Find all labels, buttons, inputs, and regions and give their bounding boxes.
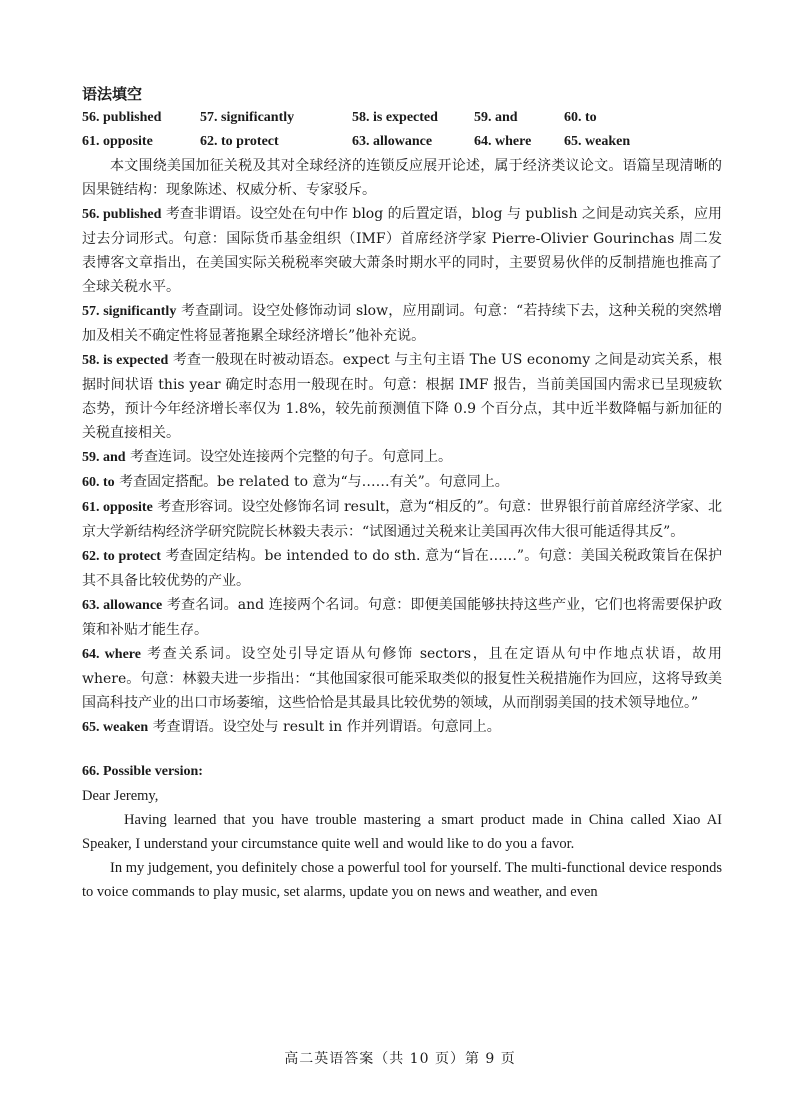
answer-row <box>82 106 722 130</box>
answer-key <box>82 106 722 154</box>
explanation-answer: 64. where <box>82 647 141 662</box>
explanation-list <box>82 202 722 740</box>
explanation-answer: 62. to protect <box>82 549 161 564</box>
section-title: 语法填空 <box>82 85 143 103</box>
explanation-answer: 59. and <box>82 450 126 465</box>
explanation-text: 考查形容词。设空处修饰名词 result，意为“相反的”。句意：世界银行前首席经济学家、北京大学新结构经济学研究院院长林毅夫表示：“试图通过关税来让美国再次伟大很可能适得其反”。 <box>82 499 722 540</box>
explanation-item <box>82 544 722 593</box>
explanation-text: 考查名词。and 连接两个名词。句意：即便美国能够扶持这些产业，它们也将需要保护政策和补贴才能生存。 <box>82 597 722 638</box>
explanation-item <box>82 445 722 470</box>
explanation-item <box>82 470 722 495</box>
passage-summary: 本文围绕美国加征关税及其对全球经济的连锁反应展开论述，属于经济类议论文。语篇呈现清晰的因果链结构：现象陈述、权威分析、专家驳斥。 <box>82 158 722 198</box>
explanation-item <box>82 348 722 445</box>
explanation-item <box>82 202 722 299</box>
page-footer: 高二英语答案（共 10 页）第 9 页 <box>284 1051 516 1067</box>
essay-paragraph-2: In my judgement, you definitely chose a powerful tool for yourself. The multi-functional device responds to voice commands to play music, set alarms, update you on news and weather, and even <box>82 860 722 900</box>
explanation-item <box>82 642 722 715</box>
answer-item: 56. published <box>82 110 162 125</box>
answer-item: 59. and <box>474 110 518 125</box>
essay-title: 66. Possible version: <box>82 764 203 779</box>
answer-row <box>82 130 722 154</box>
explanation-text: 考查固定结构。be intended to do sth. 意为“旨在……”。句意：美国关税政策旨在保护其不具备比较优势的产业。 <box>82 548 722 589</box>
essay-greeting: Dear Jeremy, <box>82 788 159 804</box>
explanation-answer: 58. is expected <box>82 353 169 368</box>
answer-item: 57. significantly <box>200 110 295 125</box>
answer-item: 64. where <box>474 134 532 149</box>
explanation-answer: 65. weaken <box>82 720 149 735</box>
explanation-text: 考查副词。设空处修饰动词 slow，应用副词。句意：“若持续下去，这种关税的突然增加及相关不确定性将显著拖累全球经济增长”他补充说。 <box>82 303 722 344</box>
explanation-item <box>82 715 722 740</box>
explanation-answer: 61. opposite <box>82 500 153 515</box>
explanation-text: 考查关系词。设空处引导定语从句修饰 sectors，且在定语从句中作地点状语，故用 where。句意：林毅夫进一步指出：“其他国家很可能采取类似的报复性关税措施作为回应，这将导致美国高科技产业的出口市场萎缩，这些恰恰是其最具比较优势的领域，从而削弱美国的技术领导地位。” <box>82 646 722 711</box>
explanation-item <box>82 593 722 642</box>
explanation-item <box>82 299 722 348</box>
explanation-text: 考查非谓语。设空处在句中作 blog 的后置定语，blog 与 publish 之间是动宾关系，应用过去分词形式。句意：国际货币基金组织（IMF）首席经济学家 Pierre-Olivier Gourinchas 周二发表博客文章指出，在美国实际关税税率突破大萧条时期水平的同时，主要贸易伙伴的反制措施也推高了全球关税水平。 <box>82 206 722 295</box>
page-content <box>82 82 722 904</box>
explanation-text: 考查一般现在时被动语态。expect 与主句主语 The US economy 之间是动宾关系，根据时间状语 this year 确定时态用一般现在时。句意：根据 IMF 报告，当前美国国内需求已呈现疲软态势，预计今年经济增长率仅为 1.8%，较先前预测值下降 0.9 个百分点，其中近半数降幅与新加征的关税直接相关。 <box>82 352 722 441</box>
explanation-text: 考查固定搭配。be related to 意为“与……有关”。句意同上。 <box>114 474 509 490</box>
answer-item: 63. allowance <box>352 134 433 149</box>
essay-paragraph-1: Having learned that you have trouble mastering a smart product made in China called Xiao AI Speaker, I understand your circumstance quite well and would like to do you a favor. <box>82 812 722 852</box>
answer-item: 58. is expected <box>352 110 438 125</box>
answer-item: 65. weaken <box>564 134 631 149</box>
explanation-answer: 56. published <box>82 207 162 222</box>
explanation-text: 考查连词。设空处连接两个完整的句子。句意同上。 <box>125 449 453 465</box>
explanation-answer: 60. to <box>82 475 115 490</box>
answer-item: 61. opposite <box>82 134 153 149</box>
explanation-item <box>82 495 722 544</box>
answer-item: 60. to <box>564 110 597 125</box>
explanation-answer: 57. significantly <box>82 304 177 319</box>
answer-item: 62. to protect <box>200 134 279 149</box>
explanation-answer: 63. allowance <box>82 598 163 613</box>
explanation-text: 考查谓语。设空处与 result in 作并列谓语。句意同上。 <box>148 719 501 735</box>
